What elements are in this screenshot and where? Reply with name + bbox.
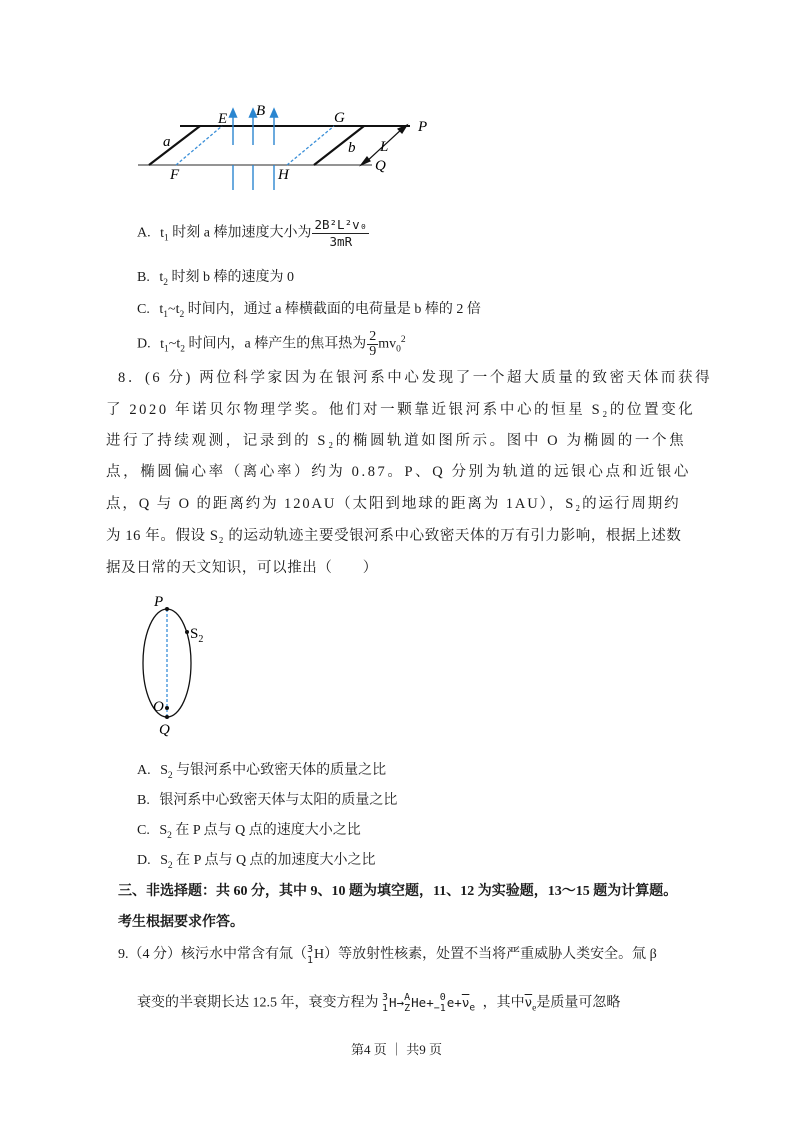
q8-option-d: D. $S_2$ 在 P 点与 Q 点的加速度大小之比: [137, 853, 376, 871]
label-f: F: [170, 167, 180, 183]
point-o: [165, 706, 169, 710]
q7-option-d: D. $t_1\sim t_2$ 时间内，a 棒产生的焦耳热为 $\frac{2}{9}$ $mv_0^2$: [137, 329, 406, 359]
q8-line-1: 8．(6 分) 两位科学家因为在银河系中心发现了一个超大质量的致密天体而获得: [118, 370, 713, 386]
fraction: $\frac{2}{9}$: [369, 329, 377, 359]
label-p: P: [418, 119, 428, 135]
section3-heading: 三、非选择题：共 60 分，其中 9、10 题为填空题，11、12 为实验题，13～15 题为计算题。: [118, 884, 678, 899]
q8-option-b: B. 银河系中心致密天体与太阳的质量之比: [137, 793, 398, 808]
boundary-gh: [287, 126, 334, 165]
label-o: O: [153, 699, 164, 715]
q8-line-4: 点，椭圆偏心率（离心率）约为 0.87。P、Q 分别为轨道的远银心点和近银心: [106, 464, 691, 480]
boundary-ef: [176, 126, 222, 165]
field-arrows: [230, 109, 278, 190]
section3-subheading: 考生根据要求作答。: [118, 915, 244, 930]
decay-equation: 3 1 H→ A Z He+ 0 −1 $e+\overline{\nu}_e$: [382, 992, 476, 1014]
label-p: P: [154, 594, 164, 610]
fraction: $\frac{\text{2B²L²v₀}}{3mR}$: [314, 217, 368, 249]
rod-a: [149, 126, 200, 165]
nuclide-h3: 3 1: [307, 944, 314, 966]
q8-line-6: 为 16 年。假设 S₂ 的运动轨迹主要受银河系中心致密天体的万有引力影响，根据上述数: [106, 528, 682, 544]
q9-line-1: 9.（4 分）核污水中常含有氚（ 3 1 H）等放射性核素，处置不当将严重威胁人类安全。氚 β: [118, 944, 657, 966]
option-letter: A.: [137, 225, 151, 241]
q8-line-5: 点，Q 与 O 的距离约为 120AU（太阳到地球的距离为 1AU），S₂的运行周期约: [106, 496, 681, 512]
label-b: B: [256, 103, 266, 119]
label-e: E: [218, 111, 228, 127]
label-a: a: [163, 134, 171, 150]
option-text: 时刻 a 棒加速度大小为: [172, 225, 312, 241]
orbit-figure: [130, 590, 230, 740]
rails-figure: [130, 95, 440, 195]
point-q: [165, 715, 169, 719]
page-footer: 第4 页 ｜ 共9 页: [350, 1042, 442, 1057]
label-h: H: [278, 167, 289, 183]
q7-option-a: A. $t_1$ 时刻 a 棒加速度大小为 $\frac{\text{2B²L²v₀}}{3mR}$: [137, 217, 368, 249]
label-b-rod: b: [348, 140, 356, 156]
point-p: [165, 607, 169, 611]
q9-line-2: 衰变的半衰期长达 12.5 年，衰变方程为 3 1 H→ A Z He+ 0 −1 $e+\overline{\nu}_e$ ，其中$\overline{\nu}_e$是质量可忽略: [137, 992, 621, 1014]
q7-option-b: B. $t_2$ 时刻 b 棒的速度为 0: [137, 270, 294, 288]
q8-option-a: A. $S_2$ 与银河系中心致密天体的质量之比: [137, 763, 387, 781]
label-l: L: [380, 139, 389, 155]
rod-b: [314, 126, 364, 165]
label-s2: $S_2$: [190, 626, 204, 645]
label-q: Q: [159, 722, 170, 738]
q8-line-3: 进行了持续观测，记录到的 S₂的椭圆轨道如图所示。图中 O 为椭圆的一个焦: [106, 433, 687, 449]
q8-option-c: C. $S_2$ 在 P 点与 Q 点的速度大小之比: [137, 823, 361, 841]
point-s2: [185, 630, 189, 634]
label-q: Q: [375, 158, 386, 174]
q8-line-7: 据及日常的天文知识，可以推出（ ）: [106, 560, 378, 576]
label-g: G: [334, 110, 345, 126]
q8-line-2: 了 2020 年诺贝尔物理学奖。他们对一颗靠近银河系中心的恒星 S₂的位置变化: [106, 402, 696, 418]
q7-option-c: C. $t_1\sim t_2$ 时间内，通过 a 棒横截面的电荷量是 b 棒的 2 倍: [137, 302, 481, 320]
